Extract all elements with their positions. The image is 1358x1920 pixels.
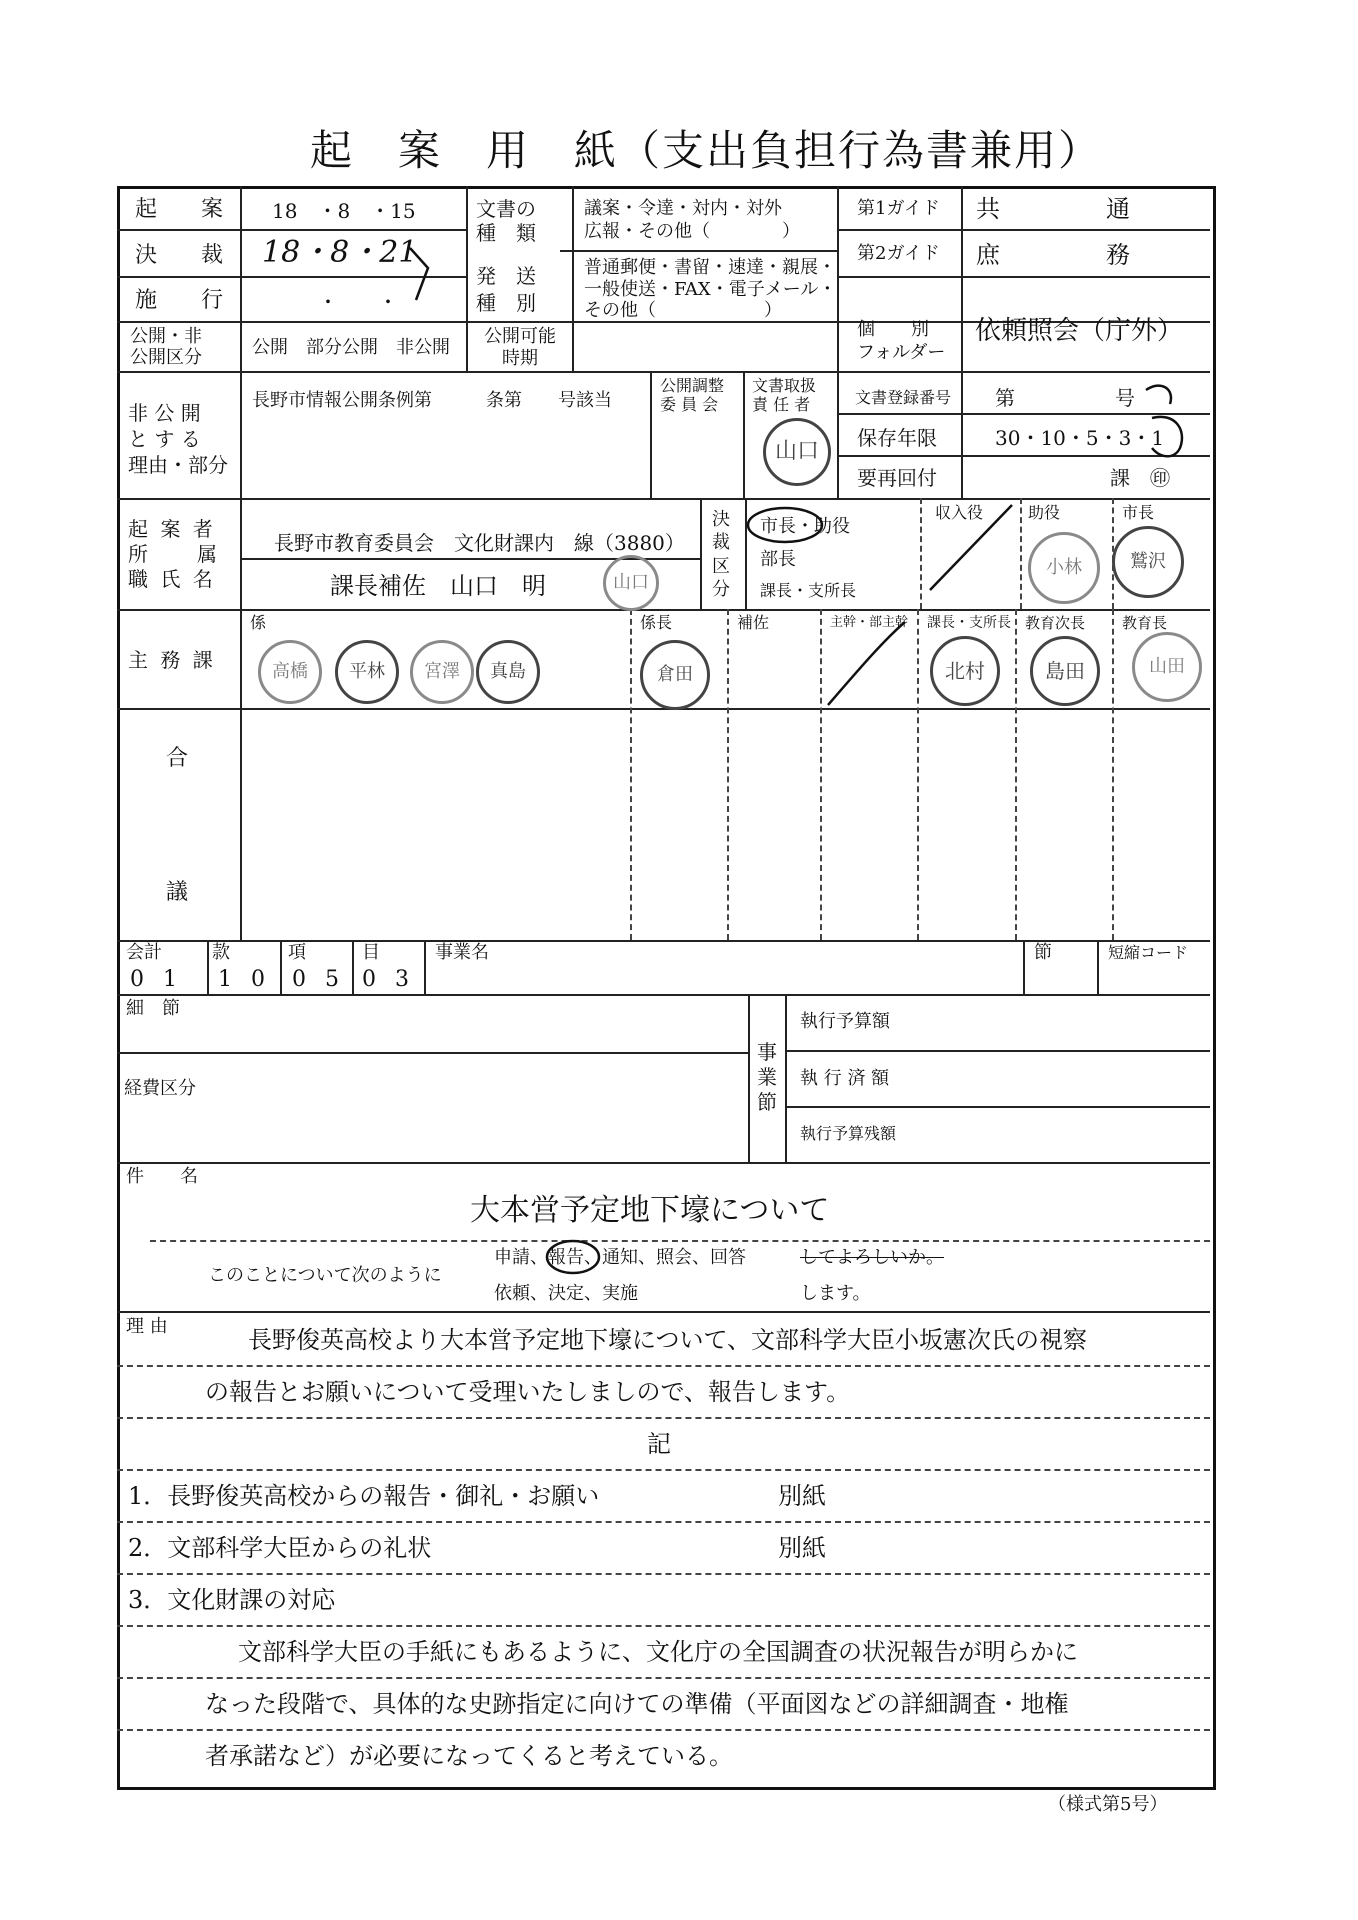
hikoukai-label: 非 公 開 と す る 理由・部分	[128, 401, 228, 477]
touroku-label: 文書登録番号	[855, 388, 952, 407]
kessai-kubun-1: 市長・助役	[760, 516, 850, 537]
jicho-stamp: 島田	[1030, 636, 1100, 706]
subject-struck: してよろしいか。	[800, 1247, 944, 1268]
reason-body3: 者承諾など）が必要になってくると考えている。	[205, 1742, 733, 1770]
kakari-stamp-4: 真島	[476, 640, 540, 704]
hozon-value: 30・10・5・3・1	[995, 426, 1165, 450]
kaikei-value: 0 1	[130, 967, 183, 992]
kobetsu-label: 個 別 フォルダー	[857, 319, 946, 364]
joyaku-stamp: 小林	[1028, 532, 1100, 604]
reason-item3: 3．文化財課の対応	[128, 1586, 336, 1614]
hassou-label: 発 送 種 別	[476, 264, 536, 315]
circle-hozon-1	[1152, 417, 1182, 456]
subject-value: 大本営予定地下壕について	[470, 1193, 830, 1228]
subject-label: 件 名	[126, 1166, 198, 1187]
shunyu-label: 収入役	[935, 503, 984, 522]
guide1-value: 共 通	[976, 195, 1132, 223]
joyaku-label: 助役	[1028, 503, 1061, 522]
subject-options-1: 申請、報告、通知、照会、回答	[494, 1247, 746, 1268]
shikou-label: 施 行	[135, 288, 224, 313]
subject-masu: します。	[800, 1283, 871, 1304]
kaikei-label: 会計	[126, 942, 162, 963]
shumuka-col-shukan: 主幹・部主幹	[830, 615, 909, 630]
hozon-label: 保存年限	[857, 426, 937, 450]
reason-ki: 記	[647, 1430, 671, 1458]
shicho-stamp: 鷲沢	[1112, 526, 1184, 598]
subject-options-2: 依頼、決定、実施	[494, 1283, 638, 1304]
chousei-label: 公開調整 委 員 会	[660, 376, 725, 415]
shumuka-col-kacho: 課長・支所長	[927, 615, 1011, 631]
reason-line1: 長野俊英高校より大本営予定地下壕について、文部科学大臣小坂憲次氏の視察	[248, 1326, 1088, 1354]
shumuka-col-kakaricho: 係長	[640, 613, 673, 632]
jigyou-label: 事業名	[435, 942, 489, 963]
reason-line2: の報告とお願いについて受理いたしましので、報告します。	[205, 1378, 851, 1406]
kakari-stamp-3: 宮澤	[410, 640, 474, 704]
kessai-label: 決 裁	[135, 243, 224, 268]
kakari-stamp-2: 平林	[335, 640, 399, 704]
shikou-date: ・ ・	[318, 290, 398, 314]
moku-label: 目	[362, 942, 380, 963]
saikai-value: 課 ㊞	[1110, 466, 1170, 490]
shumuka-col-kyoikucho: 教育長	[1122, 614, 1168, 632]
kou-label: 項	[288, 942, 306, 963]
saikai-label: 要再回付	[857, 466, 937, 490]
reason-label: 理 由	[126, 1316, 168, 1337]
bunsho-shurui-label: 文書の 種 類	[476, 197, 536, 245]
kyoikucho-stamp: 山田	[1132, 632, 1202, 702]
kiansha-shozoku: 長野市教育委員会 文化財課内 線（3880）	[274, 531, 685, 555]
reason-item1-note: 別紙	[778, 1482, 826, 1510]
circle-shicho	[748, 508, 822, 542]
setsu-label: 節	[1034, 942, 1052, 963]
kiansha-label: 起 案 者 所 属 職 氏 名	[128, 517, 220, 591]
form-footer: （様式第5号）	[1048, 1794, 1168, 1815]
guide1-label: 第1ガイド	[857, 198, 940, 219]
touroku-value: 第 号	[995, 386, 1135, 410]
shikkou-zumi: 執 行 済 額	[800, 1068, 890, 1089]
shumuka-col-kakari: 係	[250, 613, 267, 632]
reason-item2-note: 別紙	[778, 1534, 826, 1562]
shikkou-yosan: 執行予算額	[800, 1011, 890, 1032]
saisetsu-label: 細 節	[126, 998, 180, 1019]
kacho-stamp: 北村	[930, 636, 1000, 706]
kakaricho-stamp: 倉田	[640, 640, 710, 710]
shikkou-zan: 執行予算残額	[800, 1124, 897, 1143]
code-label: 短縮コード	[1108, 943, 1189, 962]
moku-value: 0 3	[362, 967, 415, 992]
form-title: 起 案 用 紙（支出負担行為書兼用）	[310, 126, 1103, 175]
aigi-label-top: 合	[166, 746, 189, 771]
jigyousetsu-label: 事 業 節	[757, 1040, 777, 1114]
shumuka-label: 主 務 課	[128, 648, 216, 672]
reason-body1: 文部科学大臣の手紙にもあるように、文化庁の全国調査の状況報告が明らかに	[238, 1638, 1078, 1666]
slash-shunyu	[930, 505, 1012, 590]
reason-item1: 1．長野俊英高校からの報告・御礼・お願い	[128, 1482, 600, 1510]
kiansha-shimei: 課長補佐 山口 明	[330, 572, 546, 600]
shumuka-col-hosa: 補佐	[737, 613, 770, 632]
kan-label: 款	[212, 942, 230, 963]
slash-shukan	[828, 622, 905, 705]
kian-label: 起 案	[135, 197, 224, 222]
sekininsha-stamp: 山口	[763, 418, 831, 486]
kessai-kubun-3: 課長・支所長	[760, 581, 857, 600]
kou-value: 0 5	[292, 967, 345, 992]
kobetsu-value: 依頼照会（庁外）	[975, 316, 1184, 346]
guide2-label: 第2ガイド	[857, 243, 940, 264]
circle-houkoku	[547, 1241, 599, 1273]
hassou-value: 普通郵便・書留・速達・親展・ 一般使送・FAX・電子メール・ その他（ ）	[584, 257, 837, 322]
aigi-label-bottom: 議	[166, 880, 189, 905]
reason-body2: なった段階で、具体的な史跡指定に向けての準備（平面図などの詳細調査・地権	[205, 1690, 1069, 1718]
circle-touroku	[1146, 386, 1171, 404]
kiansha-stamp: 山口	[603, 555, 659, 611]
keihi-label: 経費区分	[124, 1078, 196, 1099]
shicho-label: 市長	[1122, 503, 1155, 522]
kan-value: 1 0	[218, 967, 271, 992]
koukai-options: 公開 部分公開 非公開	[252, 337, 450, 358]
kessai-date-scribble	[410, 248, 428, 300]
reason-item2: 2．文部科学大臣からの礼状	[128, 1534, 432, 1562]
kakari-stamp-1: 高橋	[258, 640, 322, 704]
kian-date: 18 ・8 ・15	[272, 199, 416, 223]
subject-lead: このことについて次のように	[208, 1265, 442, 1286]
guide2-value: 庶 務	[976, 241, 1132, 269]
koukai-kubun-label: 公開・非 公開区分	[130, 326, 202, 368]
hikoukai-value: 長野市情報公開条例第 条第 号該当	[252, 390, 612, 411]
sekininsha-label: 文書取扱 責 任 者	[752, 376, 817, 415]
bunsho-shurui-value: 議案・令達・対内・対外 広報・その他（ ）	[584, 198, 800, 243]
kessai-date: 18・8・21	[262, 235, 418, 270]
kessai-kubun-label: 決 裁 区 分	[712, 509, 730, 601]
kessai-kubun-2: 部長	[760, 549, 796, 570]
shumuka-col-jicho: 教育次長	[1025, 614, 1086, 632]
koukai-kanou-label: 公開可能 時期	[484, 326, 556, 369]
